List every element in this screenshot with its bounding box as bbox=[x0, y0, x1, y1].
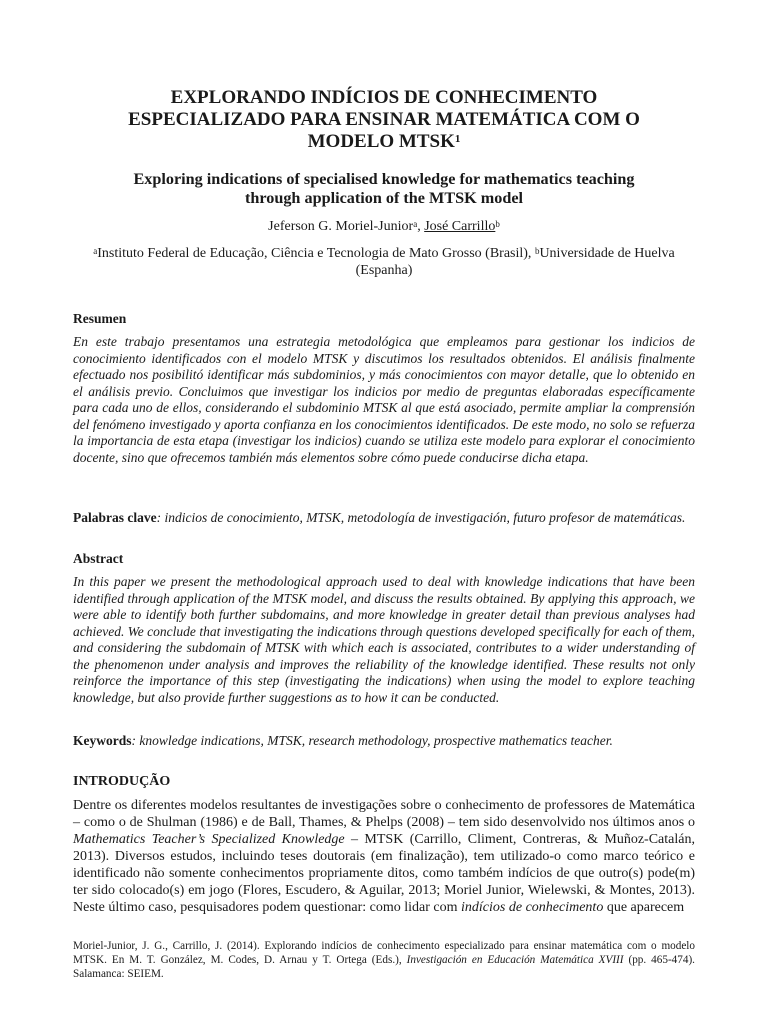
intro-text-3: que aparecem bbox=[603, 900, 685, 915]
title-line-1: EXPLORANDO INDÍCIOS DE CONHECIMENTO bbox=[170, 87, 598, 108]
affiliations bbox=[73, 245, 695, 279]
footnote-text-1: Moriel-Junior, J. G., Carrillo, J. (2014). Explorando indícios de conhecimento especializado para ensinar matemática com o modelo MTSK. En M. T. González, M. Codes, D. Arnau y T. Ortega (Eds.), bbox=[73, 940, 695, 966]
introducao-paragraph bbox=[73, 797, 695, 916]
author-1: Jeferson G. Moriel-Junior bbox=[268, 219, 414, 234]
title-line-3-text: MODELO MTSK bbox=[307, 131, 455, 152]
resumen-text: En este trabajo presentamos una estrategia metodológica que empleamos para gestionar los indicios de conocimiento identificados con el modelo MTSK y discutimos los resultados obtenidos. El análisis finalmente efectuado nos posibilitó identificar más subdominios, y más conocimientos con mayor detalle, que lo obtenido en el análisis previo. Concluimos que investigar los indicios por medio de preguntas elaboradas específicamente para cada uno de ellos, considerando el subdominio MTSK al que está asociado, permite ampliar la comprensión del fenómeno investigado y aporta confianza en los conocimientos identificados. De este modo, no solo se refuerza la importancia de esta etapa (investigar los indicios) cuando se utiliza este modelo para explorar el conocimiento docente, sino que ofrecemos también más elementos sobre cómo puede conducirse dicha etapa. bbox=[73, 334, 695, 465]
intro-italic-2: indícios de conhecimento bbox=[461, 900, 604, 915]
footnote-italic: Investigación en Educación Matemática XVIII bbox=[406, 954, 624, 966]
author-1-mark: a bbox=[413, 219, 418, 229]
keywords-label: Keywords bbox=[73, 733, 132, 748]
affiliation-b: Universidade de Huelva (Espanha) bbox=[355, 246, 675, 278]
palabras-clave-text: : indicios de conocimiento, MTSK, metodología de investigación, futuro profesor de matemáticas. bbox=[156, 510, 686, 525]
keywords bbox=[73, 733, 695, 750]
introducao-heading: INTRODUÇÃO bbox=[73, 774, 171, 789]
abstract-heading: Abstract bbox=[73, 551, 124, 566]
intro-italic-1: Mathematics Teacher’s Specialized Knowledge bbox=[73, 832, 345, 847]
palabras-clave-label: Palabras clave bbox=[73, 510, 157, 525]
title-line-3 bbox=[73, 131, 695, 153]
footnote-text-2: (pp. 465-474). Salamanca: SEIEM. bbox=[73, 954, 695, 980]
abstract-text: In this paper we present the methodological approach used to deal with knowledge indications that have been identified through application of the MTSK model, and discuss the results obtained. By applying this approach, we were able to identify both further subdomains, and more knowledge in greater detail than previous analyses had achieved. We conclude that investigating the indications through questions developed specifically for each of them, and considering the subdomain of MTSK with which each is associated, contributes to a wider understanding of the phenomenon under analysis and improves the reliability of the knowledge identified. These results not only reinforce the importance of this step (investigating the indications) when using the model to explore teaching knowledge, but also provide further suggestions as to how it can be conducted. bbox=[73, 574, 695, 705]
keywords-text: : knowledge indications, MTSK, research methodology, prospective mathematics teacher. bbox=[131, 733, 613, 748]
affiliation-a: Instituto Federal de Educação, Ciência e Tecnologia de Mato Grosso (Brasil), bbox=[97, 246, 535, 261]
paper-subtitle bbox=[73, 170, 695, 207]
title-footnote-mark: 1 bbox=[454, 133, 461, 145]
author-list bbox=[73, 218, 695, 235]
author-2-link[interactable]: José Carrillo bbox=[424, 219, 496, 234]
title-line-2: ESPECIALIZADO PARA ENSINAR MATEMÁTICA COM O bbox=[128, 109, 640, 130]
author-separator: , bbox=[417, 219, 425, 234]
paper-title bbox=[73, 87, 695, 153]
subtitle-line-1: Exploring indications of specialised knowledge for mathematics teaching bbox=[133, 170, 635, 188]
intro-text-1: Dentre os diferentes modelos resultantes de investigações sobre o conhecimento de professores de Matemática – como o de Shulman (1986) e de Ball, Thames, & Phelps (2008) – tem sido desenvolvido nos últimos anos o bbox=[73, 798, 695, 830]
palabras-clave bbox=[73, 510, 695, 527]
affiliation-a-mark: a bbox=[93, 246, 98, 256]
affiliation-b-mark: b bbox=[534, 246, 540, 256]
resumen-heading: Resumen bbox=[73, 311, 127, 326]
subtitle-line-2: through application of the MTSK model bbox=[244, 188, 524, 207]
citation-footnote bbox=[73, 939, 695, 981]
author-2-mark: b bbox=[495, 219, 500, 229]
intro-text-2: – MTSK (Carrillo, Climent, Contreras, & Muñoz-Catalán, 2013). Diversos estudos, incluindo teses doutorais (em finalização), tem utilizado-o como marco teórico e identificado não somente conhecimentos propriamente ditos, como também indícios de que outro(s) pode(m) ter sido colocado(s) em jogo (Flores, Escudero, & Aguilar, 2013; Moriel Junior, Wielewski, & Montes, 2013). Neste último caso, pesquisadores podem questionar: como lidar com bbox=[73, 832, 695, 915]
